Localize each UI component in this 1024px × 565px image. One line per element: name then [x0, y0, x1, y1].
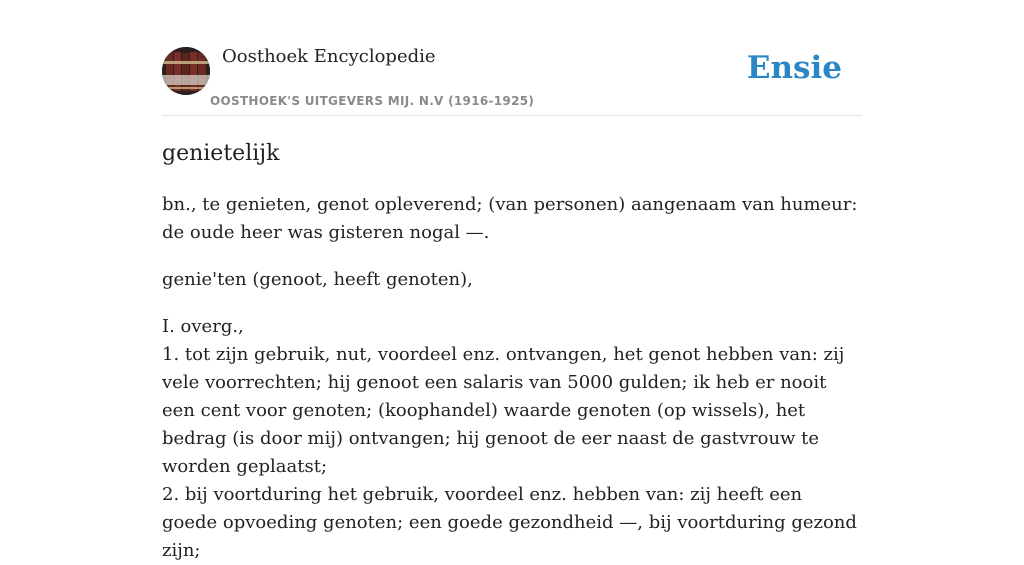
entry-title: genietelijk — [162, 141, 280, 166]
sense-list — [162, 313, 862, 565]
source-header — [162, 44, 862, 116]
sense-heading: I. overg., — [162, 316, 244, 337]
header-divider — [162, 115, 862, 116]
brand-logo[interactable]: Ensie — [746, 50, 842, 86]
source-title[interactable]: Oosthoek Encyclopedie — [222, 46, 436, 67]
encyclopedia-books-icon[interactable] — [162, 47, 210, 95]
publisher-label[interactable]: OOSTHOEK'S UITGEVERS MIJ. N.V (1916-1925) — [210, 94, 535, 108]
entry-definition: bn., te genieten, genot opleverend; (van personen) aangenaam van humeur: de oude heer was gisteren nogal —. — [162, 194, 858, 243]
sense-item-1: 1. tot zijn gebruik, nut, voordeel enz. ontvangen, het genot hebben van: zij vele voorrechten; hij genoot een salaris van 5000 gulden; ik heb er nooit een cent voor genoten; (koophandel) waarde genoten (op wissels), het bedrag (is door mij) ontvangen; hij genoot de eer naast de gastvrouw te worden geplaatst; — [162, 344, 845, 477]
sense-item-2: 2. bij voortduring het gebruik, voordeel enz. hebben van: zij heeft een goede opvoeding genoten; een goede gezondheid —, bij voortduring gezond zijn; — [162, 484, 857, 561]
entry-content — [162, 138, 862, 565]
related-headword: genie'ten (genoot, heeft genoten), — [162, 269, 473, 290]
